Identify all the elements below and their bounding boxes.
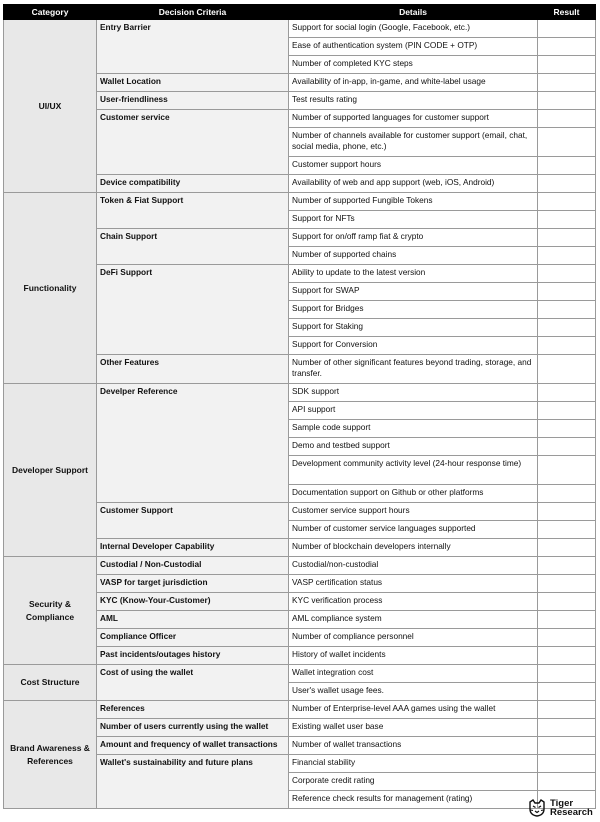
detail-cell: Number of supported chains	[289, 247, 538, 265]
detail-cell: Ability to update to the latest version	[289, 265, 538, 283]
result-cell[interactable]	[538, 438, 596, 456]
criteria-cell: Chain Support	[97, 229, 289, 265]
criteria-cell: Amount and frequency of wallet transactions	[97, 737, 289, 755]
detail-cell: Ease of authentication system (PIN CODE + OTP)	[289, 38, 538, 56]
detail-cell: Number of supported languages for customer support	[289, 110, 538, 128]
criteria-cell: Device compatibility	[97, 175, 289, 193]
result-cell[interactable]	[538, 420, 596, 438]
result-cell[interactable]	[538, 402, 596, 420]
detail-cell: User's wallet usage fees.	[289, 683, 538, 701]
result-cell[interactable]	[538, 539, 596, 557]
criteria-cell: KYC (Know-Your-Customer)	[97, 593, 289, 611]
result-cell[interactable]	[538, 301, 596, 319]
wallet-evaluation-table	[3, 4, 596, 809]
detail-cell: Availability of web and app support (web, iOS, Android)	[289, 175, 538, 193]
category-cell: Security & Compliance	[4, 557, 97, 665]
criteria-cell: Customer service	[97, 110, 289, 175]
detail-cell: SDK support	[289, 384, 538, 402]
category-cell: Cost Structure	[4, 665, 97, 701]
detail-cell: Support for SWAP	[289, 283, 538, 301]
result-cell[interactable]	[538, 683, 596, 701]
table-row	[4, 701, 596, 719]
result-cell[interactable]	[538, 319, 596, 337]
detail-cell: Development community activity level (24-hour response time)	[289, 456, 538, 485]
detail-cell: Support for NFTs	[289, 211, 538, 229]
header-details: Details	[289, 5, 538, 20]
result-cell[interactable]	[538, 593, 596, 611]
detail-cell: Wallet integration cost	[289, 665, 538, 683]
table-row	[4, 20, 596, 38]
table-row	[4, 193, 596, 211]
detail-cell: Support for social login (Google, Facebook, etc.)	[289, 20, 538, 38]
detail-cell: Sample code support	[289, 420, 538, 438]
detail-cell: Customer service support hours	[289, 503, 538, 521]
result-cell[interactable]	[538, 485, 596, 503]
detail-cell: AML compliance system	[289, 611, 538, 629]
criteria-cell: Cost of using the wallet	[97, 665, 289, 701]
result-cell[interactable]	[538, 337, 596, 355]
result-cell[interactable]	[538, 265, 596, 283]
criteria-cell: Develper Reference	[97, 384, 289, 503]
criteria-cell: Customer Support	[97, 503, 289, 539]
detail-cell: Number of compliance personnel	[289, 629, 538, 647]
result-cell[interactable]	[538, 773, 596, 791]
result-cell[interactable]	[538, 175, 596, 193]
detail-cell: Number of wallet transactions	[289, 737, 538, 755]
result-cell[interactable]	[538, 193, 596, 211]
result-cell[interactable]	[538, 211, 596, 229]
tiger-head-icon	[527, 798, 547, 818]
criteria-cell: DeFi Support	[97, 265, 289, 355]
detail-cell: Support for Staking	[289, 319, 538, 337]
result-cell[interactable]	[538, 521, 596, 539]
result-cell[interactable]	[538, 157, 596, 175]
detail-cell: Custodial/non-custodial	[289, 557, 538, 575]
result-cell[interactable]	[538, 647, 596, 665]
criteria-cell: Internal Developer Capability	[97, 539, 289, 557]
detail-cell: Number of Enterprise-level AAA games using the wallet	[289, 701, 538, 719]
result-cell[interactable]	[538, 665, 596, 683]
result-cell[interactable]	[538, 719, 596, 737]
detail-cell: Reference check results for management (rating)	[289, 791, 538, 809]
criteria-cell: Wallet Location	[97, 74, 289, 92]
detail-cell: Financial stability	[289, 755, 538, 773]
detail-cell: KYC verification process	[289, 593, 538, 611]
result-cell[interactable]	[538, 629, 596, 647]
detail-cell: Documentation support on Github or other platforms	[289, 485, 538, 503]
detail-cell: Demo and testbed support	[289, 438, 538, 456]
result-cell[interactable]	[538, 701, 596, 719]
detail-cell: Test results rating	[289, 92, 538, 110]
header-result: Result	[538, 5, 596, 20]
result-cell[interactable]	[538, 283, 596, 301]
criteria-cell: Wallet's sustainability and future plans	[97, 755, 289, 809]
detail-cell: Customer support hours	[289, 157, 538, 175]
result-cell[interactable]	[538, 229, 596, 247]
criteria-cell: Compliance Officer	[97, 629, 289, 647]
result-cell[interactable]	[538, 575, 596, 593]
result-cell[interactable]	[538, 456, 596, 485]
criteria-cell: AML	[97, 611, 289, 629]
criteria-cell: VASP for target jurisdiction	[97, 575, 289, 593]
detail-cell: Number of channels available for customer support (email, chat, social media, phone, etc.)	[289, 128, 538, 157]
table-row	[4, 665, 596, 683]
category-cell: UI/UX	[4, 20, 97, 193]
table-row	[4, 384, 596, 402]
detail-cell: Support for on/off ramp fiat & crypto	[289, 229, 538, 247]
result-cell[interactable]	[538, 557, 596, 575]
logo-line-1: Tiger	[550, 797, 574, 809]
result-cell[interactable]	[538, 355, 596, 384]
criteria-cell: Entry Barrier	[97, 20, 289, 74]
criteria-cell: User-friendliness	[97, 92, 289, 110]
result-cell[interactable]	[538, 56, 596, 74]
header-category: Category	[4, 5, 97, 20]
detail-cell: Support for Bridges	[289, 301, 538, 319]
category-cell: Functionality	[4, 193, 97, 384]
evaluation-table-page	[3, 4, 595, 809]
result-cell[interactable]	[538, 38, 596, 56]
detail-cell: API support	[289, 402, 538, 420]
logo-line-2: Research	[550, 807, 593, 818]
result-cell[interactable]	[538, 92, 596, 110]
result-cell[interactable]	[538, 74, 596, 92]
category-cell: Developer Support	[4, 384, 97, 557]
detail-cell: Number of supported Fungible Tokens	[289, 193, 538, 211]
result-cell[interactable]	[538, 128, 596, 157]
detail-cell: Number of customer service languages supported	[289, 521, 538, 539]
category-cell: Brand Awareness & References	[4, 701, 97, 809]
result-cell[interactable]	[538, 247, 596, 265]
detail-cell: VASP certification status	[289, 575, 538, 593]
criteria-cell: Token & Fiat Support	[97, 193, 289, 229]
table-row	[4, 557, 596, 575]
detail-cell: Number of blockchain developers internally	[289, 539, 538, 557]
detail-cell: Number of other significant features beyond trading, storage, and transfer.	[289, 355, 538, 384]
criteria-cell: Number of users currently using the wallet	[97, 719, 289, 737]
result-cell[interactable]	[538, 110, 596, 128]
table-body	[4, 20, 596, 809]
criteria-cell: Past incidents/outages history	[97, 647, 289, 665]
detail-cell: Number of completed KYC steps	[289, 56, 538, 74]
detail-cell: Support for Conversion	[289, 337, 538, 355]
detail-cell: Existing wallet user base	[289, 719, 538, 737]
header-decision-criteria: Decision Criteria	[97, 5, 289, 20]
result-cell[interactable]	[538, 20, 596, 38]
criteria-cell: Other Features	[97, 355, 289, 384]
result-cell[interactable]	[538, 737, 596, 755]
table-header-row	[4, 5, 596, 20]
criteria-cell: Custodial / Non-Custodial	[97, 557, 289, 575]
result-cell[interactable]	[538, 503, 596, 521]
detail-cell: Corporate credit rating	[289, 773, 538, 791]
detail-cell: Availability of in-app, in-game, and white-label usage	[289, 74, 538, 92]
tiger-research-logo	[527, 798, 594, 818]
detail-cell: History of wallet incidents	[289, 647, 538, 665]
criteria-cell: References	[97, 701, 289, 719]
result-cell[interactable]	[538, 755, 596, 773]
result-cell[interactable]	[538, 611, 596, 629]
result-cell[interactable]	[538, 384, 596, 402]
